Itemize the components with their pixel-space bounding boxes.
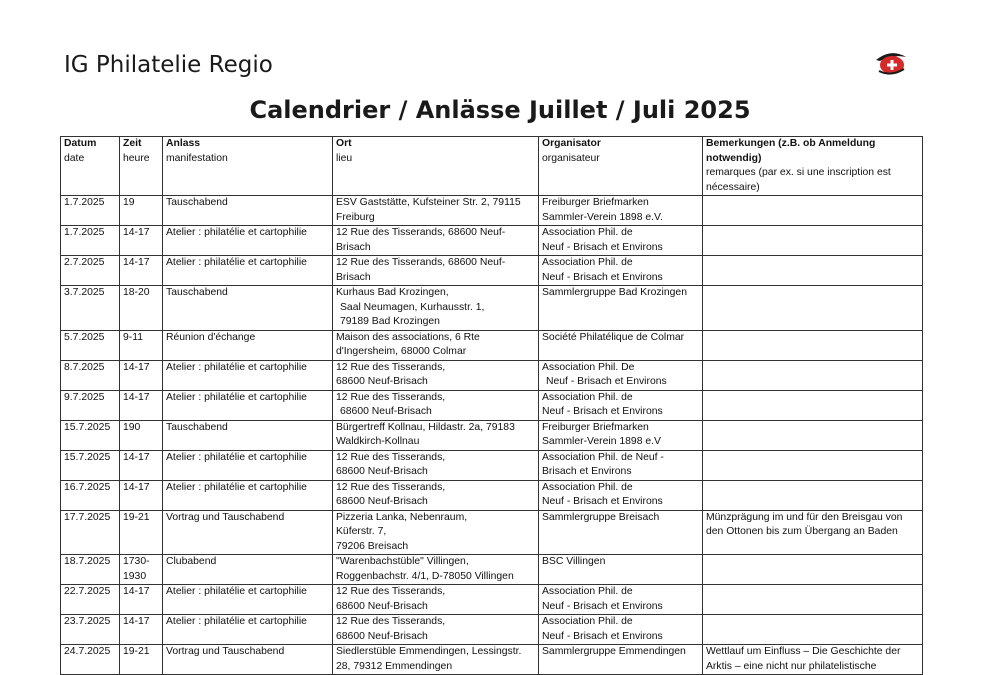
place-cell-line: 12 Rue des Tisserands, 68600 Neuf- [336,227,506,238]
place-cell-line: 12 Rue des Tisserands, 68600 Neuf- [336,257,506,268]
place-cell-line: Bürgertreff Kollnau, Hildastr. 2a, 79183 [336,421,515,433]
notes-cell [703,615,923,645]
time-cell-line: 19-21 [123,646,150,657]
place-cell-line: Siedlerstüble Emmendingen, Lessingstr. [336,646,522,657]
date-cell: 3.7.2025 [61,286,120,331]
time-cell-line: 18-20 [123,287,150,298]
date-cell: 1.7.2025 [61,196,120,226]
place-cell-line: Brisach [336,241,371,253]
notes-cell [703,256,923,286]
time-cell [120,480,163,510]
event-cell: Atelier : philatélie et cartophilie [163,480,333,510]
place-cell-line: 68600 Neuf-Brisach [336,630,428,642]
notes-cell [703,510,923,555]
date-cell: 15.7.2025 [61,420,120,450]
place-cell-line: 68600 Neuf-Brisach [336,466,428,477]
place-cell [333,555,539,585]
event-cell: Atelier : philatélie et cartophilie [163,615,333,645]
event-cell: Tauschabend [163,420,333,450]
organizer-cell-line: BSC Villingen [542,556,606,567]
notes-cell [703,226,923,256]
organizer-cell [539,420,703,450]
event-cell: Atelier : philatélie et cartophilie [163,256,333,286]
notes-cell [703,585,923,615]
place-cell-line: d'Ingersheim, 68000 Colmar [336,346,467,357]
time-cell-line: 14-17 [123,586,150,597]
time-cell-line: 19 [123,197,135,208]
table-row [61,286,923,331]
organizer-cell [539,286,703,331]
place-cell-line: Waldkirch-Kollnau [336,436,420,447]
place-cell [333,450,539,480]
date-cell: 18.7.2025 [61,555,120,585]
event-cell: Vortrag und Tauschabend [163,510,333,555]
event-cell: Tauschabend [163,286,333,331]
place-cell-line: Küferstr. 7, [336,526,387,537]
date-cell: 1.7.2025 [61,226,120,256]
place-cell-line: ESV Gaststätte, Kufsteiner Str. 2, 79115 [336,197,521,208]
place-cell [333,196,539,226]
column-header-event: Anlass manifestation [163,137,333,196]
organizer-cell-line: Sammlergruppe Emmendingen [542,646,686,657]
event-cell: Atelier : philatélie et cartophilie [163,390,333,420]
place-cell-line: "Warenbachstüble" Villingen, [336,556,469,567]
event-cell: Atelier : philatélie et cartophilie [163,450,333,480]
time-cell [120,555,163,585]
date-cell: 5.7.2025 [61,330,120,360]
time-cell-line: 14-17 [123,481,150,493]
table-row [61,226,923,256]
place-cell [333,360,539,390]
organizer-cell-line: Sammlergruppe Bad Krozingen [542,287,687,298]
place-cell [333,480,539,510]
time-cell [120,286,163,331]
table-row [61,645,923,675]
organizer-cell-line: Association Phil. De [542,361,635,373]
organizer-cell-line: Brisach et Environs [542,466,632,477]
organizer-cell-line: Association Phil. de [542,391,633,403]
place-cell-line: 12 Rue des Tisserands, [336,616,446,627]
organizer-cell-line: Freiburger Briefmarken [542,421,649,433]
column-header-date: Datum date [61,137,120,196]
place-cell-line: 12 Rue des Tisserands, [336,586,446,597]
time-cell-line: 190 [123,421,141,433]
organizer-cell-line: Neuf - Brisach et Environs [542,271,663,283]
time-cell-line: 1930 [123,570,147,582]
time-cell [120,585,163,615]
place-cell-line: 68600 Neuf-Brisach [336,600,428,612]
organizer-cell-line: Association Phil. de [542,616,633,627]
event-cell: Réunion d'échange [163,330,333,360]
table-row [61,360,923,390]
place-cell-line: Brisach [336,271,371,283]
notes-cell-line: den Ottonen bis zum Übergang an Baden [706,526,898,537]
table-row [61,480,923,510]
place-cell-line: 12 Rue des Tisserands, [336,481,446,493]
time-cell-line: 14-17 [123,616,150,627]
notes-cell-line: Wettlauf um Einfluss – Die Geschichte der [706,646,901,657]
column-header-time: Zeit heure [120,137,163,196]
organizer-cell-line: Sammler-Verein 1898 e.V. [542,211,663,223]
notes-cell [703,390,923,420]
notes-cell [703,555,923,585]
place-cell-line: Saal Neumagen, Kurhausstr. 1, [340,301,485,313]
place-cell-line: 68600 Neuf-Brisach [340,406,432,417]
organizer-cell [539,645,703,675]
table-row [61,450,923,480]
date-cell: 8.7.2025 [61,360,120,390]
event-cell: Atelier : philatélie et cartophilie [163,585,333,615]
organizer-cell-line: Neuf - Brisach et Environs [542,496,663,507]
place-cell-line: Pizzeria Lanka, Nebenraum, [336,511,468,523]
event-cell: Tauschabend [163,196,333,226]
place-cell-line: 12 Rue des Tisserands, [336,391,446,403]
time-cell-line: 1730- [123,556,150,567]
time-cell [120,330,163,360]
events-table [60,136,923,675]
organizer-cell-line: Société Philatélique de Colmar [542,331,685,343]
place-cell [333,330,539,360]
notes-cell [703,330,923,360]
table-header-row [61,137,923,196]
table-row [61,510,923,555]
organizer-cell-line: Neuf - Brisach et Environs [546,376,667,387]
organizer-cell-line: Sammlergruppe Breisach [542,511,660,523]
date-cell: 22.7.2025 [61,585,120,615]
notes-cell [703,286,923,331]
club-logo-icon [873,47,909,77]
column-header-place: Ort lieu [333,137,539,196]
time-cell [120,360,163,390]
place-cell [333,286,539,331]
column-header-organizer: Organisator organisateur [539,137,703,196]
organizer-cell [539,480,703,510]
time-cell [120,256,163,286]
table-row [61,330,923,360]
organizer-cell-line: Association Phil. de [542,586,633,597]
place-cell [333,615,539,645]
time-cell [120,226,163,256]
time-cell-line: 14-17 [123,257,150,268]
time-cell-line: 14-17 [123,227,150,238]
date-cell: 16.7.2025 [61,480,120,510]
time-cell [120,450,163,480]
place-cell-line: 12 Rue des Tisserands, [336,451,446,463]
organizer-cell [539,226,703,256]
organizer-cell-line: Association Phil. de Neuf - [542,451,664,463]
time-cell-line: 9-11 [123,331,144,343]
organizer-cell [539,450,703,480]
time-cell [120,196,163,226]
organizer-cell-line: Neuf - Brisach et Environs [542,630,663,642]
place-cell [333,226,539,256]
table-row [61,196,923,226]
place-cell-line: 12 Rue des Tisserands, [336,361,446,373]
date-cell: 17.7.2025 [61,510,120,555]
time-cell [120,645,163,675]
date-cell: 24.7.2025 [61,645,120,675]
place-cell-line: 28, 79312 Emmendingen [336,660,453,672]
column-header-notes: Bemerkungen (z.B. ob Anmeldung notwendig) remarques (par ex. si une inscription est nécessaire) [703,137,923,196]
place-cell-line: 68600 Neuf-Brisach [336,376,428,387]
place-cell-line: Kurhaus Bad Krozingen, [336,287,449,298]
place-cell [333,510,539,555]
time-cell-line: 14-17 [123,451,150,463]
date-cell: 2.7.2025 [61,256,120,286]
table-row [61,256,923,286]
table-row [61,615,923,645]
organizer-cell-line: Association Phil. de [542,227,633,238]
time-cell [120,420,163,450]
organization-name: IG Philatelie Regio [64,52,273,78]
place-cell [333,645,539,675]
event-cell: Atelier : philatélie et cartophilie [163,226,333,256]
organizer-cell [539,360,703,390]
place-cell-line: Maison des associations, 6 Rte [336,331,480,343]
time-cell-line: 14-17 [123,361,150,373]
table-row [61,585,923,615]
place-cell-line: 79189 Bad Krozingen [340,316,440,327]
organizer-cell [539,510,703,555]
place-cell-line: Roggenbachstr. 4/1, D-78050 Villingen [336,570,514,582]
organizer-cell [539,196,703,226]
notes-cell [703,645,923,675]
table-row [61,390,923,420]
notes-cell [703,420,923,450]
notes-cell [703,450,923,480]
time-cell-line: 14-17 [123,391,150,403]
calendar-title: Calendrier / Anlässe Juillet / Juli 2025 [249,96,751,124]
date-cell: 9.7.2025 [61,390,120,420]
organizer-cell-line: Association Phil. de [542,481,633,493]
organizer-cell-line: Neuf - Brisach et Environs [542,406,663,417]
place-cell [333,585,539,615]
notes-cell-line: Arktis – eine nicht nur philatelistische [706,660,877,672]
event-cell: Clubabend [163,555,333,585]
organizer-cell-line: Neuf - Brisach et Environs [542,600,663,612]
place-cell-line: Freiburg [336,211,375,223]
organizer-cell [539,585,703,615]
organizer-cell-line: Sammler-Verein 1898 e.V [542,436,661,447]
time-cell [120,390,163,420]
organizer-cell [539,256,703,286]
time-cell [120,615,163,645]
place-cell [333,420,539,450]
organizer-cell [539,615,703,645]
date-cell: 23.7.2025 [61,615,120,645]
table-row [61,420,923,450]
place-cell-line: 79206 Breisach [336,540,409,552]
organizer-cell [539,330,703,360]
time-cell [120,510,163,555]
time-cell-line: 19-21 [123,511,150,523]
date-cell: 15.7.2025 [61,450,120,480]
organizer-cell [539,390,703,420]
notes-cell-line: Münzprägung im und für den Breisgau von [706,511,903,523]
organizer-cell-line: Neuf - Brisach et Environs [542,241,663,253]
notes-cell [703,196,923,226]
place-cell-line: 68600 Neuf-Brisach [336,496,428,507]
event-cell: Vortrag und Tauschabend [163,645,333,675]
event-cell: Atelier : philatélie et cartophilie [163,360,333,390]
place-cell [333,256,539,286]
place-cell [333,390,539,420]
organizer-cell-line: Association Phil. de [542,257,633,268]
notes-cell [703,360,923,390]
organizer-cell-line: Freiburger Briefmarken [542,197,649,208]
notes-cell [703,480,923,510]
organizer-cell [539,555,703,585]
table-row [61,555,923,585]
